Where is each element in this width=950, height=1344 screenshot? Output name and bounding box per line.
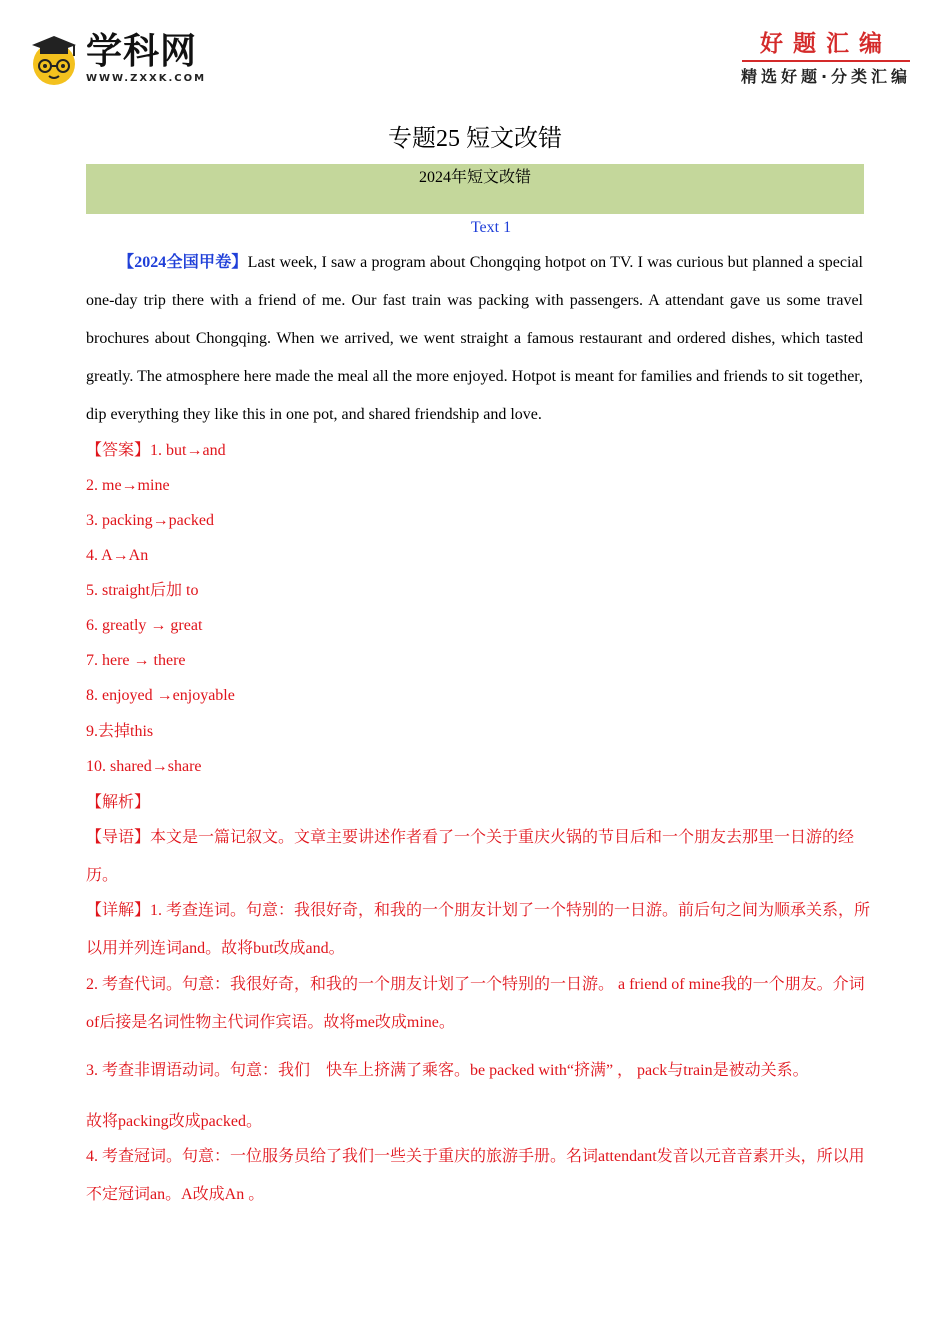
answer-item: 3. packing→packed: [86, 512, 214, 529]
answer-item: 9.去掉this: [86, 723, 154, 740]
logo-url: WWW.ZXXK.COM: [86, 73, 207, 84]
analysis-detail-3: 3. 考查非谓语动词。句意：我们 快车上挤满了乘客。be packed with“挤满” ， pack与train是被动关系。: [86, 1062, 809, 1079]
analysis-detail-4: 4. 考查冠词。句意：一位服务员给了我们一些关于重庆的旅游手册。名词attendant发音以元音音素开头，所以用不定冠词an。A改成An 。: [86, 1148, 865, 1203]
analysis-label: 【解析】: [86, 794, 151, 811]
badge-title: 好题汇编: [760, 31, 892, 57]
analysis-detail-2: 2. 考查代词。句意：我很好奇，和我的一个朋友计划了一个特别的一日游。 a friend of mine我的一个朋友。介词of后接是名词性物主代词作宾语。故将me改成mine。: [86, 976, 865, 1031]
answer-item: 8. enjoyed →enjoyable: [86, 687, 235, 704]
text-heading: Text 1: [470, 219, 512, 236]
badge: [738, 30, 914, 92]
analysis-detail-3b: 故将packing改成packed。: [86, 1113, 262, 1130]
answer-item: 10. shared→share: [86, 758, 202, 775]
section-bar-label: 2024年短文改错: [418, 169, 531, 186]
page-header: [0, 0, 950, 110]
passage-body: Last week, I saw a program about Chongqing hotpot on TV. I was curious but planned a special one-day trip there with a friend of me. Our fast train was packing with passengers. A attendant gave us some travel brochures about Chongqing. When we arrived, we went straight a famous restaurant and ordered dishes, which tasted greatly. The atmosphere here made the meal all the more enjoyed. Hotpot is meant for families and friends to sit together, dip everything they like this in one pot, and shared friendship and love.: [86, 254, 863, 423]
mascot-icon: [30, 32, 82, 86]
badge-subtitle: 精选好题·分类汇编: [740, 67, 912, 86]
zxxk-logo[interactable]: [30, 32, 210, 92]
answer-line: [86, 433, 886, 468]
page-title: 专题25 短文改错: [388, 126, 562, 152]
answer-item: 5. straight后加 to: [86, 582, 199, 599]
answer-item: 1. but→and: [150, 442, 226, 459]
answer-item: 2. me→mine: [86, 477, 170, 494]
section-bar: [86, 164, 864, 214]
badge-divider: [742, 60, 910, 62]
logo-text: 学科网: [86, 31, 198, 72]
answer-item: 6. greatly → great: [86, 617, 203, 634]
analysis-guide: 【导语】本文是一篇记叙文。文章主要讲述作者看了一个关于重庆火锅的节目后和一个朋友去那里一日游的经历。: [86, 829, 855, 884]
answer-label: 【答案】: [86, 442, 151, 459]
answer-item: 4. A→An: [86, 547, 149, 564]
passage-source-tag: 【2024全国甲卷】: [118, 254, 248, 271]
answer-item: 7. here → there: [86, 652, 186, 669]
passage: [86, 244, 863, 434]
analysis-detail-1: 【详解】1. 考查连词。句意：我很好奇，和我的一个朋友计划了一个特别的一日游。前后句之间为顺承关系，所以用并列连词and。故将but改成and。: [86, 902, 871, 957]
